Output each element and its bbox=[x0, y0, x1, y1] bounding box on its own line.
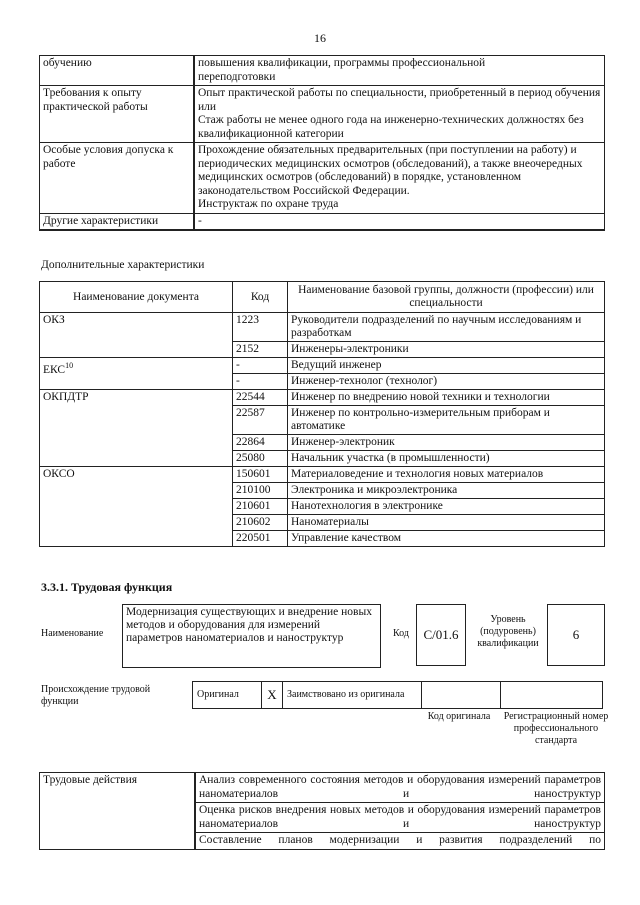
row-text: Прохождение обязательных предварительных (при поступлении на работу) и периодических медицинских осмотров (обследований), а также внеочередных медицинских осмотров (обследований) в порядке, установленном законодательством Российской Федерации. bbox=[198, 144, 583, 197]
code-cell: 22587 bbox=[233, 406, 288, 435]
title-cell: Электроника и микроэлектроника bbox=[288, 483, 605, 499]
code-cell: 210602 bbox=[233, 515, 288, 531]
doc-name: ОКСО bbox=[40, 467, 233, 547]
codes-table bbox=[39, 281, 605, 547]
registration-number-cell bbox=[501, 682, 603, 709]
actions-label: Трудовые действия bbox=[40, 773, 196, 850]
doc-name: ОКЗ bbox=[40, 313, 233, 358]
table-row bbox=[40, 773, 605, 803]
origin-code-cell bbox=[422, 682, 501, 709]
table-row bbox=[40, 56, 605, 86]
title-cell: Наноматериалы bbox=[288, 515, 605, 531]
code-cell: 220501 bbox=[233, 531, 288, 547]
origin-label: Происхождение трудовой функции bbox=[41, 684, 151, 707]
table-row bbox=[40, 358, 605, 374]
title-cell: Инженер по внедрению новой техники и технологии bbox=[288, 390, 605, 406]
row-label: Особые условия допуска к работе bbox=[40, 143, 195, 214]
title-cell: Инженер по контрольно-измерительным приборам и автоматике bbox=[288, 406, 605, 435]
code-label: Код bbox=[393, 628, 409, 639]
table-row bbox=[40, 313, 605, 342]
function-name-box: Модернизация существующих и внедрение новых методов и оборудования для измерений параметров наноматериалов и наноструктур bbox=[122, 604, 381, 668]
code-cell: 22544 bbox=[233, 390, 288, 406]
requirements-table bbox=[39, 55, 605, 231]
original-label: Оригинал bbox=[193, 682, 262, 709]
title-cell: Инженеры-электроники bbox=[288, 342, 605, 358]
doc-name: ЕКС$^{10}$ bbox=[40, 358, 233, 390]
table-row bbox=[193, 682, 603, 709]
code-cell: 22864 bbox=[233, 435, 288, 451]
table-row bbox=[40, 86, 605, 143]
row-text: повышения квалификации, программы профессиональной bbox=[198, 57, 486, 69]
title-cell: Нанотехнология в электронике bbox=[288, 499, 605, 515]
table-row bbox=[40, 213, 605, 230]
action-item: Оценка рисков внедрения новых методов и оборудования измерений параметров наноматериалов и наноструктур bbox=[195, 803, 605, 833]
column-header: Наименование документа bbox=[40, 282, 233, 313]
name-label: Наименование bbox=[41, 628, 104, 639]
original-mark: X bbox=[262, 682, 283, 709]
borrowed-label: Заимствовано из оригинала bbox=[283, 682, 422, 709]
origin-table bbox=[192, 681, 603, 709]
action-item: Составление планов модернизации и развития подразделений по bbox=[195, 833, 605, 850]
code-cell: 1223 bbox=[233, 313, 288, 342]
column-header: Наименование базовой группы, должности (профессии) или специальности bbox=[288, 282, 605, 313]
labor-actions-table bbox=[39, 772, 605, 850]
title-cell: Инженер-технолог (технолог) bbox=[288, 374, 605, 390]
title-cell: Материаловедение и технология новых материалов bbox=[288, 467, 605, 483]
row-label: Требования к опыту практической работы bbox=[40, 86, 195, 143]
code-cell: 25080 bbox=[233, 451, 288, 467]
title-cell: Руководители подразделений по научным исследованиям и разработкам bbox=[288, 313, 605, 342]
code-cell: 2152 bbox=[233, 342, 288, 358]
function-heading: 3.3.1. Трудовая функция bbox=[41, 580, 173, 594]
title-cell: Ведущий инженер bbox=[288, 358, 605, 374]
row-label: Другие характеристики bbox=[40, 213, 195, 230]
row-text: Опыт практической работы по специальности, приобретенный в период обучения или bbox=[198, 87, 601, 113]
table-header-row bbox=[40, 282, 605, 313]
doc-name: ОКПДТР bbox=[40, 390, 233, 467]
footnote-ref: 10 bbox=[65, 361, 74, 370]
title-cell: Начальник участка (в промышленности) bbox=[288, 451, 605, 467]
row-text: Инструктаж по охране труда bbox=[198, 198, 339, 210]
code-cell: - bbox=[233, 358, 288, 374]
table-row bbox=[40, 143, 605, 214]
column-header: Код bbox=[233, 282, 288, 313]
section-heading: Дополнительные характеристики bbox=[41, 259, 205, 271]
function-code-box: С/01.6 bbox=[416, 604, 466, 666]
table-row bbox=[40, 467, 605, 483]
code-cell: 210100 bbox=[233, 483, 288, 499]
row-text: Стаж работы не менее одного года на инженерно-технических должностях без квалификационной категории bbox=[198, 114, 584, 140]
level-label: Уровень (подуровень) квалификации bbox=[477, 614, 539, 649]
level-box: 6 bbox=[547, 604, 605, 666]
code-cell: 210601 bbox=[233, 499, 288, 515]
title-cell: Управление качеством bbox=[288, 531, 605, 547]
code-cell: - bbox=[233, 374, 288, 390]
row-text: - bbox=[194, 213, 605, 230]
code-cell: 150601 bbox=[233, 467, 288, 483]
table-row bbox=[40, 390, 605, 406]
title-cell: Инженер-электроник bbox=[288, 435, 605, 451]
row-label: обучению bbox=[40, 56, 195, 86]
action-item: Анализ современного состояния методов и оборудования измерений параметров наноматериалов и наноструктур bbox=[195, 773, 605, 803]
origin-code-caption: Код оригинала bbox=[427, 711, 491, 722]
row-text: переподготовки bbox=[198, 70, 276, 83]
page-number: 16 bbox=[314, 31, 326, 45]
registration-caption: Регистрационный номер профессионального стандарта bbox=[503, 711, 609, 746]
